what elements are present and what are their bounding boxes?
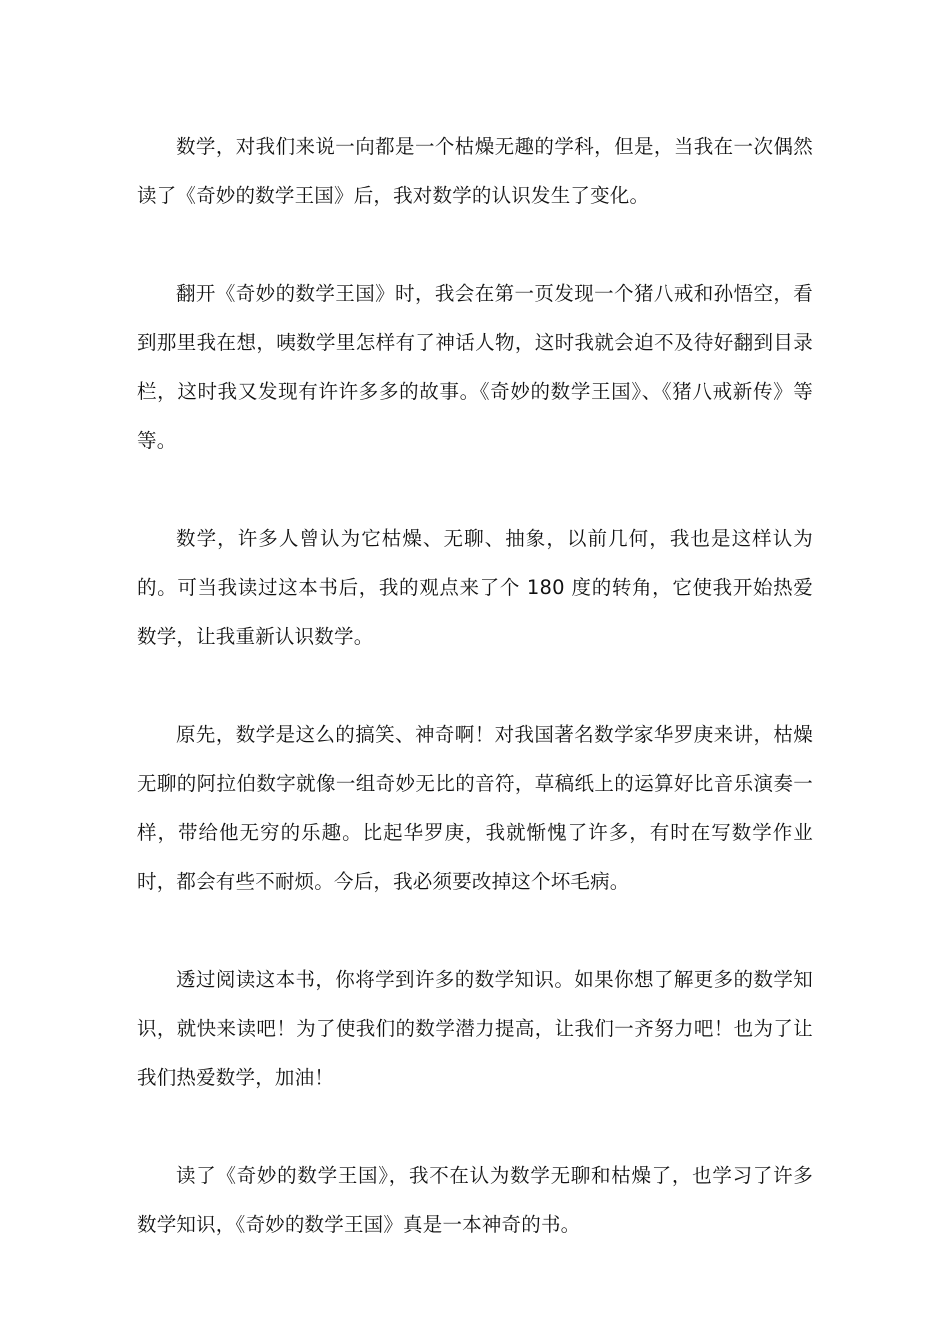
paragraph-4: 原先，数学是这么的搞笑、神奇啊！对我国著名数学家华罗庚来讲，枯燥无聊的阿拉伯数字就像一组奇妙无比的音符，草稿纸上的运算好比音乐演奏一样，带给他无穷的乐趣。比起华罗庚，我就惭愧了许多，有时在写数学作业时，都会有些不耐烦。今后，我必须要改掉这个坏毛病。 (137, 723, 813, 893)
paragraph-6: 读了《奇妙的数学王国》，我不在认为数学无聊和枯燥了，也学习了许多数学知识，《奇妙的数学王国》真是一本神奇的书。 (137, 1164, 813, 1236)
paragraph-spacer (137, 906, 813, 955)
paragraph-spacer (137, 1102, 813, 1151)
paragraph-spacer (137, 661, 813, 710)
paragraph-spacer (137, 465, 813, 514)
paragraph-3: 数学，许多人曾认为它枯燥、无聊、抽象，以前几何，我也是这样认为的。可当我读过这本书后，我的观点来了个 180 度的转角，它使我开始热爱数学，让我重新认识数学。 (137, 527, 813, 648)
paragraph-5: 透过阅读这本书，你将学到许多的数学知识。如果你想了解更多的数学知识，就快来读吧！为了使我们的数学潜力提高，让我们一齐努力吧！也为了让我们热爱数学，加油！ (137, 968, 813, 1089)
essay-body (137, 122, 813, 1249)
paragraph-spacer (137, 220, 813, 269)
paragraph-1: 数学，对我们来说一向都是一个枯燥无趣的学科，但是，当我在一次偶然读了《奇妙的数学王国》后，我对数学的认识发生了变化。 (137, 135, 813, 207)
paragraph-2: 翻开《奇妙的数学王国》时，我会在第一页发现一个猪八戒和孙悟空，看到那里我在想，咦数学里怎样有了神话人物，这时我就会迫不及待好翻到目录栏，这时我又发现有许许多多的故事。《奇妙的数学王国》、《猪八戒新传》等等。 (137, 282, 813, 452)
